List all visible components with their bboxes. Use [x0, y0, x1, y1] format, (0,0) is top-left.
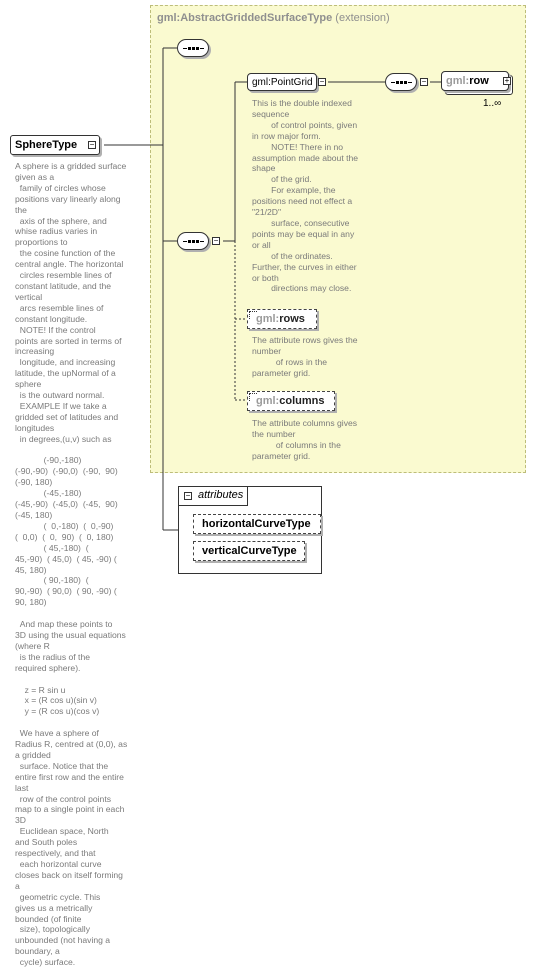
- attributes-divider: [178, 505, 248, 506]
- collapse-icon[interactable]: −: [89, 140, 95, 149]
- horizontal-curve-type-attribute[interactable]: [193, 514, 321, 534]
- columns-documentation: The attribute columns gives the number of columns in the parameter grid.: [252, 418, 358, 461]
- sphere-type-label: SphereType: [15, 139, 78, 151]
- point-grid-element[interactable]: [247, 73, 317, 91]
- collapse-icon[interactable]: −: [421, 77, 427, 86]
- sphere-type-documentation: A sphere is a gridded surface given as a family of circles whose positions vary linearly along the axis of the sphere, and whise radius varies in proportions to the cosine function of the central angle. The horizontal circles resemble lines of constant latitude, and the vertical arcs resemble lines of constant longitude. NOTE! If the control points are sorted in terms of increasing longitude, and increasing latitude, the upNormal of a sphere is the outward normal. EXAMPLE If we take a gridded set of latitudes and longitudes in degrees,(u,v) such as (-90,-180) (-90,-90) (-90,0) (-90, 90) (-90, 180) (-45,-180) (-45,-90) (-45,0) (-45, 90) (-45, 180) ( 0,-180) ( 0,-90) ( 0,0) ( 0, 90) ( 0, 180) ( 45,-180) ( 45,-90) ( 45,0) ( 45, -90) ( 45, 180) ( 90,-180) ( 90,-90) ( 90,0) ( 90, -90) ( 90, 180) And map these points to 3D using the usual equations (where R is the radius of the required sphere). z = R sin u x = (R cos u)(sin v) y = (R cos u)(cos v) We have a sphere of Radius R, centred at (0,0), as a gridded surface. Notice that the entire first row and the entire last row of the control points map to a single point in each 3D Euclidean space, North and South poles respectively, and that each horizontal curve closes back on itself forming a geometric cycle. This gives us a metrically bounded (of finite size), topologically unbounded (not having a boundary, a cycle) surface.: [15, 161, 128, 968]
- point-grid-documentation: This is the double indexed sequence of control points, given in row major form. NOTE! There in no assumption made about the shape of the grid. For example, the positions need not effect a "21/2D" surface, consecutive points may be equal in any or all of the ordinates. Further, the curves in either or both directions may close.: [252, 98, 359, 294]
- rows-documentation: The attribute rows gives the number of rows in the parameter grid.: [252, 335, 358, 378]
- point-grid-label: gml:PointGrid: [252, 76, 313, 88]
- extension-note: (extension): [335, 12, 390, 24]
- columns-name: columns: [279, 395, 325, 407]
- rows-prefix: gml:: [256, 313, 280, 325]
- sequence-compositor-inner[interactable]: [177, 232, 209, 250]
- columns-attribute[interactable]: [247, 391, 335, 411]
- row-name: row: [469, 75, 489, 87]
- row-prefix: gml:: [446, 75, 470, 87]
- row-cardinality: 1..∞: [483, 98, 502, 109]
- collapse-icon[interactable]: −: [213, 236, 219, 245]
- sequence-compositor-row[interactable]: [385, 73, 417, 91]
- vertical-curve-type-attribute[interactable]: [193, 541, 305, 561]
- vertical-curve-type-label: verticalCurveType: [202, 545, 297, 557]
- collapse-icon[interactable]: −: [319, 77, 325, 86]
- attributes-divider: [247, 486, 248, 505]
- row-element[interactable]: [441, 71, 509, 91]
- horizontal-curve-type-label: horizontalCurveType: [202, 518, 311, 530]
- attribute-icon: [249, 311, 257, 319]
- attributes-label: attributes: [198, 489, 244, 501]
- columns-prefix: gml:: [256, 395, 280, 407]
- rows-attribute[interactable]: [247, 309, 317, 329]
- attribute-icon: [249, 393, 257, 401]
- rows-name: rows: [279, 313, 305, 325]
- collapse-icon[interactable]: −: [185, 491, 191, 500]
- sphere-type-node[interactable]: [10, 135, 100, 155]
- sequence-compositor-top[interactable]: [177, 39, 209, 57]
- expand-icon[interactable]: +: [504, 76, 510, 85]
- extension-base-name: gml:AbstractGriddedSurfaceType: [157, 12, 333, 24]
